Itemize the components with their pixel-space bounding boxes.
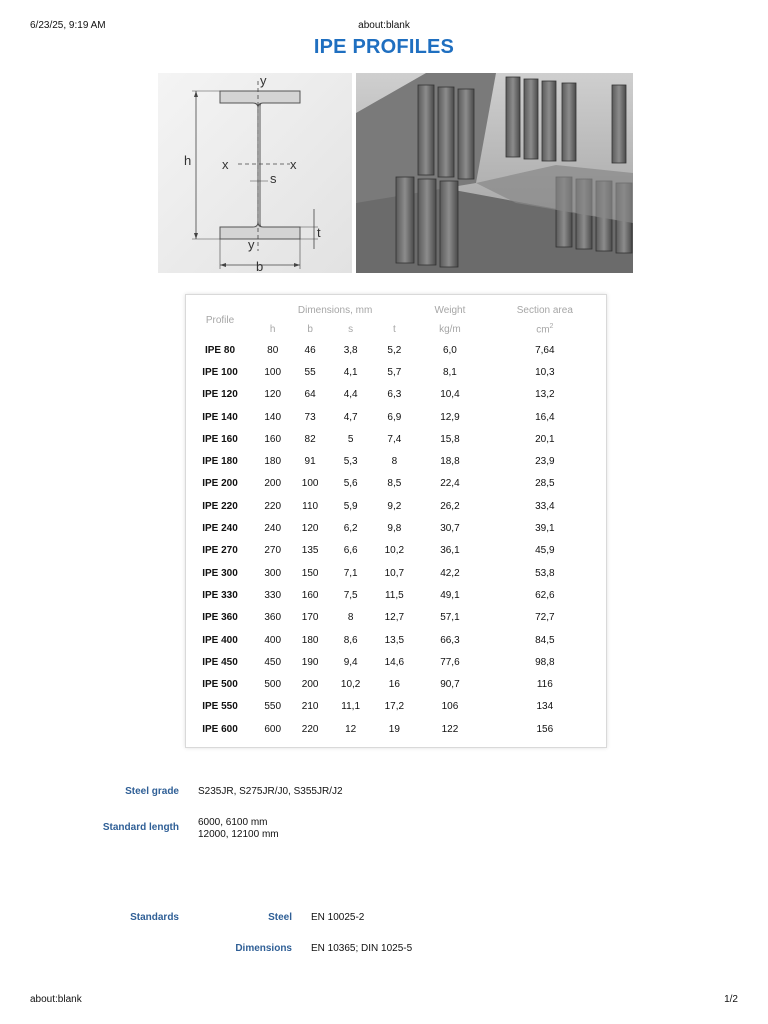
cell-profile: IPE 270 (202, 545, 238, 557)
table-row (186, 607, 606, 629)
cell-weight: 106 (441, 701, 459, 713)
cell-h: 160 (264, 433, 282, 445)
cell-h: 240 (264, 523, 282, 535)
cell-area: 23,9 (535, 456, 555, 468)
cell-s: 5,9 (343, 500, 358, 512)
steel-grade-label: Steel grade (125, 786, 179, 797)
cell-t: 8,5 (387, 478, 402, 490)
cell-t: 5,2 (387, 344, 402, 356)
cell-b: 160 (301, 589, 319, 601)
table-row (186, 384, 606, 406)
cell-weight: 66,3 (440, 634, 460, 646)
cell-profile: IPE 160 (202, 433, 238, 445)
table-row (186, 718, 606, 740)
cell-t: 8 (391, 456, 398, 468)
table-row (186, 584, 606, 606)
cell-b: 82 (304, 433, 316, 445)
area-unit-exponent: 2 (549, 322, 554, 330)
table-row (186, 651, 606, 673)
cell-b: 73 (304, 411, 316, 423)
col-header-b: b (307, 323, 313, 335)
cell-area: 98,8 (535, 656, 555, 668)
table-row (186, 406, 606, 428)
cell-weight: 12,9 (440, 411, 460, 423)
cell-b: 135 (301, 545, 319, 557)
diagram-label-t: t (317, 225, 321, 240)
table-row (186, 473, 606, 495)
cell-weight: 30,7 (440, 523, 460, 535)
standards-label: Standards (130, 912, 179, 923)
cell-area: 156 (536, 723, 554, 735)
col-header-profile: Profile (205, 314, 235, 326)
cell-weight: 36,1 (440, 545, 460, 557)
cell-s: 7,5 (343, 589, 358, 601)
cell-t: 9,2 (387, 500, 402, 512)
steel-beams-photo (356, 73, 633, 273)
cell-s: 8,6 (343, 634, 358, 646)
col-header-weight-unit: kg/m (439, 323, 461, 335)
cell-profile: IPE 330 (202, 589, 238, 601)
cell-b: 170 (301, 612, 319, 624)
cell-weight: 57,1 (440, 612, 460, 624)
cell-profile: IPE 120 (202, 389, 238, 401)
cell-b: 55 (304, 366, 316, 378)
cell-b: 150 (301, 567, 319, 579)
cell-h: 600 (264, 723, 282, 735)
cell-h: 300 (264, 567, 282, 579)
cell-t: 5,7 (387, 366, 402, 378)
cell-weight: 42,2 (440, 567, 460, 579)
standard-length-line1: 6000, 6100 mm (198, 817, 268, 828)
cell-area: 116 (536, 679, 553, 691)
cell-area: 39,1 (535, 523, 555, 535)
cell-profile: IPE 140 (202, 411, 238, 423)
footer-page-number: 1/2 (724, 994, 738, 1005)
cell-weight: 49,1 (440, 589, 460, 601)
cell-area: 13,2 (535, 389, 555, 401)
cell-t: 6,9 (387, 411, 402, 423)
table-row (186, 450, 606, 472)
table-row (186, 562, 606, 584)
col-header-s: s (348, 323, 354, 335)
table-row (186, 540, 606, 562)
standard-length-line2: 12000, 12100 mm (198, 829, 279, 840)
cell-t: 13,5 (384, 634, 405, 646)
cell-h: 550 (264, 701, 282, 713)
cell-weight: 15,8 (440, 433, 460, 445)
cell-h: 220 (264, 500, 282, 512)
cell-area: 62,6 (535, 589, 555, 601)
col-header-h: h (269, 323, 276, 335)
profiles-table-card (185, 294, 607, 748)
cell-profile: IPE 500 (202, 679, 238, 691)
diagram-label-s: s (270, 171, 277, 186)
cell-t: 10,2 (384, 545, 405, 557)
cell-t: 9,8 (387, 523, 402, 535)
table-row (186, 339, 606, 361)
cell-t: 16 (388, 679, 400, 691)
cell-weight: 10,4 (440, 389, 460, 401)
cell-t: 12,7 (384, 612, 405, 624)
cell-b: 64 (304, 389, 316, 401)
cell-profile: IPE 240 (202, 523, 238, 535)
standards-dimensions-label: Dimensions (235, 943, 292, 954)
col-header-area-unit (484, 319, 606, 339)
cell-b: 46 (304, 344, 316, 356)
cell-weight: 18,8 (440, 456, 460, 468)
cell-s: 3,8 (343, 344, 358, 356)
cell-b: 100 (301, 478, 319, 490)
table-row (186, 428, 606, 450)
cell-s: 4,7 (343, 411, 358, 423)
cell-profile: IPE 360 (202, 612, 238, 624)
cell-weight: 22,4 (440, 478, 460, 490)
cell-s: 10,2 (340, 679, 361, 691)
cell-b: 180 (301, 634, 319, 646)
cell-h: 120 (264, 389, 282, 401)
cell-h: 360 (264, 612, 282, 624)
diagram-label-h: h (184, 153, 192, 168)
cell-weight: 90,7 (440, 679, 460, 691)
cell-weight: 26,2 (440, 500, 460, 512)
col-header-section-area: Section area (516, 304, 573, 316)
cell-profile: IPE 300 (202, 567, 238, 579)
cell-t: 17,2 (384, 701, 405, 713)
cell-b: 190 (301, 656, 319, 668)
cell-t: 6,3 (387, 389, 402, 401)
standards-steel-label: Steel (268, 912, 292, 923)
cell-h: 180 (264, 456, 282, 468)
table-row (186, 673, 606, 695)
cell-profile: IPE 80 (204, 344, 236, 356)
cell-b: 110 (302, 500, 319, 512)
cell-s: 4,4 (343, 389, 358, 401)
cell-h: 140 (264, 411, 282, 423)
cell-profile: IPE 200 (202, 478, 238, 490)
cell-h: 500 (264, 679, 282, 691)
cell-area: 10,3 (535, 366, 555, 378)
profiles-table (186, 301, 606, 740)
cell-profile: IPE 220 (202, 500, 238, 512)
cell-s: 11,1 (341, 701, 361, 713)
diagram-label-b: b (256, 259, 264, 273)
cell-area: 45,9 (535, 545, 555, 557)
standards-dimensions-value: EN 10365; DIN 1025-5 (311, 943, 413, 954)
cell-s: 6,6 (343, 545, 358, 557)
cell-h: 450 (264, 656, 282, 668)
cell-s: 9,4 (343, 656, 358, 668)
cell-s: 7,1 (343, 567, 358, 579)
cell-b: 91 (304, 456, 316, 468)
cell-s: 5,6 (343, 478, 358, 490)
diagram-label-y-top: y (260, 73, 267, 88)
cell-t: 10,7 (384, 567, 405, 579)
standard-length-label: Standard length (102, 822, 179, 833)
cell-area: 28,5 (535, 478, 555, 490)
footer-url: about:blank (30, 994, 82, 1005)
diagram-label-y-bottom: y (248, 237, 255, 252)
ibeam-diagram (158, 73, 352, 273)
cell-area: 72,7 (535, 612, 555, 624)
cell-area: 16,4 (535, 411, 555, 423)
table-row (186, 517, 606, 539)
diagram-label-x-left: x (222, 157, 229, 172)
cell-t: 19 (388, 723, 400, 735)
cell-h: 200 (264, 478, 282, 490)
cell-h: 100 (264, 366, 282, 378)
cell-area: 7,64 (535, 344, 555, 356)
cell-profile: IPE 600 (202, 723, 238, 735)
cell-profile: IPE 450 (202, 656, 238, 668)
table-row (186, 361, 606, 383)
cell-b: 120 (301, 523, 319, 535)
cell-area: 20,1 (535, 433, 555, 445)
col-header-t: t (392, 323, 396, 335)
col-header-dimensions: Dimensions, mm (297, 304, 373, 316)
area-unit-text: cm (536, 324, 550, 336)
cell-s: 5,3 (343, 456, 358, 468)
cell-t: 11,5 (384, 589, 404, 601)
cell-profile: IPE 180 (202, 456, 238, 468)
cell-h: 330 (264, 589, 282, 601)
cell-s: 6,2 (343, 523, 358, 535)
cell-h: 270 (264, 545, 282, 557)
cell-h: 400 (264, 634, 282, 646)
cell-profile: IPE 550 (202, 701, 238, 713)
cell-t: 7,4 (387, 433, 402, 445)
cell-weight: 6,0 (442, 344, 457, 356)
cell-weight: 122 (441, 723, 459, 735)
cell-profile: IPE 100 (202, 366, 238, 378)
cell-weight: 8,1 (442, 366, 457, 378)
page-title: IPE PROFILES (313, 36, 455, 58)
cell-area: 33,4 (535, 500, 555, 512)
cell-area: 134 (536, 701, 554, 713)
steel-grade-value: S235JR, S275JR/J0, S355JR/J2 (198, 786, 343, 797)
col-header-weight: Weight (434, 304, 466, 316)
cell-s: 4,1 (343, 366, 358, 378)
cell-s: 8 (347, 612, 354, 624)
table-row (186, 495, 606, 517)
cell-b: 200 (301, 679, 319, 691)
table-row (186, 629, 606, 651)
cell-b: 220 (301, 723, 319, 735)
standards-steel-value: EN 10025-2 (311, 912, 365, 923)
cell-s: 5 (347, 433, 354, 445)
cell-s: 12 (345, 723, 357, 735)
cell-b: 210 (301, 701, 319, 713)
browser-datetime: 6/23/25, 9:19 AM (30, 20, 106, 31)
table-row (186, 696, 606, 718)
cell-area: 84,5 (535, 634, 555, 646)
diagram-label-x-right: x (290, 157, 297, 172)
cell-area: 53,8 (535, 567, 555, 579)
browser-url: about:blank (358, 20, 410, 31)
cell-profile: IPE 400 (202, 634, 238, 646)
cell-h: 80 (267, 344, 279, 356)
cell-t: 14,6 (384, 656, 405, 668)
cell-weight: 77,6 (440, 656, 460, 668)
